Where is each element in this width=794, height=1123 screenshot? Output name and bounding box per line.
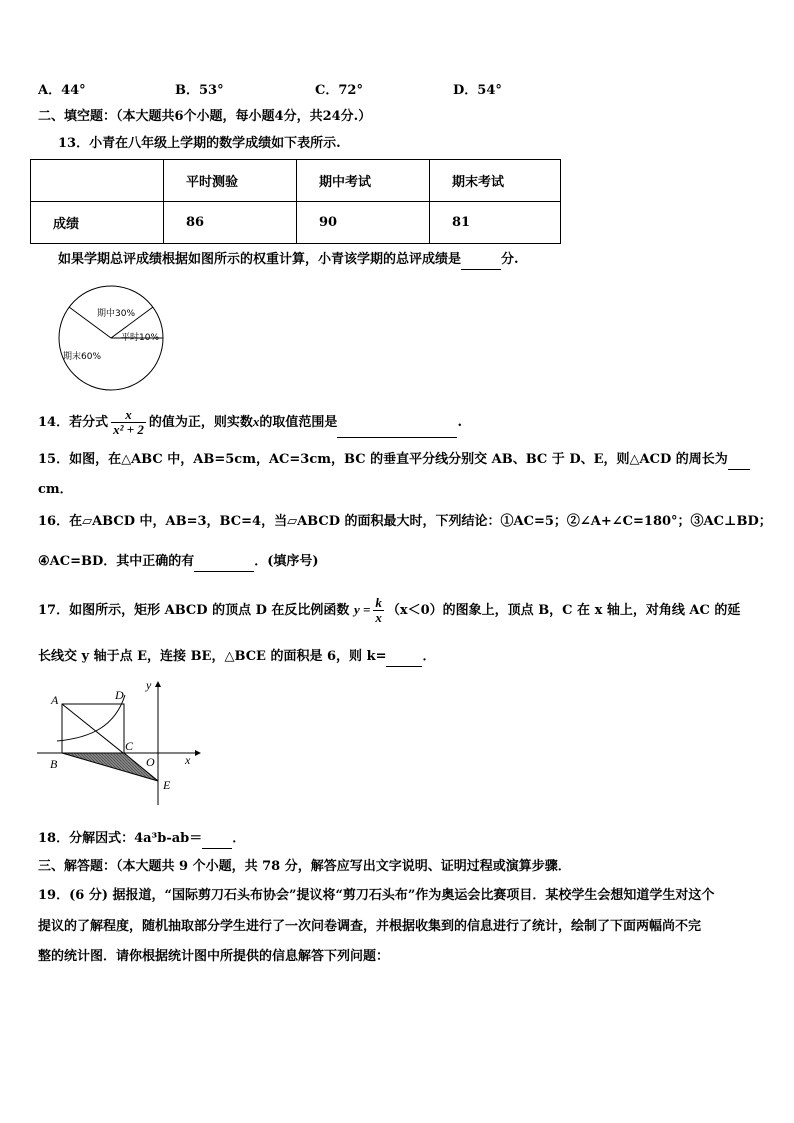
label-o: O [146,755,155,769]
q17-line1 [38,596,740,625]
answer-blank [202,830,232,849]
q13-question [58,251,519,270]
q14-variable: x [252,414,260,429]
q14-text: 的取值范围是 [259,415,338,430]
answer-blank [386,648,422,667]
pie-label-final: 期末60% [63,352,102,362]
q14-text: 14．若分式 [38,415,109,430]
q15-line1 [38,451,750,470]
q13-question-end: 分. [501,252,519,267]
q13-stem: 13．小青在八年级上学期的数学成绩如下表所示. [58,136,341,151]
q19-line1: 19．(6 分) 据报道，“国际剪刀石头布协会”提议将“剪刀石头布”作为奥运会比赛项目．某校学生会想知道学生对这个 [38,888,715,903]
q17-line2 [38,648,435,667]
pie-label-midterm: 期中30% [97,309,136,319]
q16-line2 [38,553,319,572]
table-header-cell [31,160,164,202]
answer-blank [728,451,750,470]
score-table [30,159,561,244]
weight-pie-chart [55,285,167,391]
label-c: C [125,739,134,753]
q16-line1: 16．在▱ABCD 中，AB=3，BC=4，当▱ABCD 的面积最大时，下列结论：①AC=5；②∠A+∠C=180°；③AC⊥BD； [38,514,772,529]
table-cell: 成绩 [31,202,164,244]
label-y: y [146,678,152,692]
fraction-denominator: x² + 2 [113,422,144,437]
option-a: A．44° [38,83,86,98]
pie-label-regular: 平时10% [121,333,160,343]
answer-blank [194,553,254,572]
table-header-row [31,160,561,202]
section3-title: 三、解答题：（本大题共 9 个小题，共 78 分，解答应写出文字说明、证明过程或演算步骤． [38,859,571,874]
table-header-cell: 期中考试 [297,160,430,202]
option-b: B．53° [175,83,224,98]
q17-text: 17．如图所示，矩形 ABCD 的顶点 D 在反比例函数 [38,603,350,618]
label-d: D [115,688,124,702]
q18-end: ． [232,831,246,846]
y-axis-arrow [155,681,161,687]
q19-line3: 整的统计图．请你根据统计图中所提供的信息解答下列问题： [38,949,390,964]
q17-text: （x＜0）的图象上，顶点 B，C 在 x 轴上，对角线 AC 的延 [386,603,741,618]
table-header-cell: 期末考试 [430,160,561,202]
label-a: A [51,693,59,707]
q18-text: 18．分解因式：4a³b-ab＝ [38,831,203,846]
section2-title: 二、填空题：（本大题共6个小题，每小题4分，共24分.） [38,109,372,124]
label-e: E [163,778,171,792]
table-cell: 86 [164,202,297,244]
q14 [38,408,462,438]
table-cell: 90 [297,202,430,244]
q17-figure [35,675,205,810]
q17-text: 长线交 y 轴于点 E，连接 BE，△BCE 的面积是 6，则 k= [38,649,387,664]
q14-end: . [457,415,462,430]
triangle-bce [62,753,158,781]
q14-fraction [111,408,146,437]
q18 [38,830,245,849]
fraction-numerator: k [375,595,382,610]
q15-text: 15．如图，在△ABC 中，AB=5cm，AC=3cm，BC 的垂直平分线分别交 AB、BC 于 D、E，则△ACD 的周长为 [38,452,728,467]
table-cell: 81 [430,202,561,244]
option-c: C．72° [315,83,363,98]
label-b: B [50,757,58,771]
q16-end: ．(填序号) [254,554,319,569]
answer-blank [461,251,501,270]
q17-fraction [373,596,384,625]
answer-blank [337,409,457,438]
fraction-numerator: x [125,407,132,422]
q17-end: ． [422,649,436,664]
fraction-denominator: x [375,610,382,625]
option-d: D．54° [453,83,502,98]
q15-line2: cm． [38,482,73,497]
q13-question-text: 如果学期总评成绩根据如图所示的权重计算，小青该学期的总评成绩是 [58,252,462,267]
x-axis-arrow [195,750,201,756]
label-x: x [185,753,191,767]
q14-text: 的值为正，则实数 [148,415,253,430]
q19-line2: 提议的了解程度，随机抽取部分学生进行了一次问卷调查，并根据收集到的信息进行了统计，绘制了下面两幅尚不完 [38,919,702,934]
q16-text: ④AC=BD．其中正确的有 [38,554,195,569]
table-row [31,202,561,244]
table-header-cell: 平时测验 [164,160,297,202]
q17-function-lhs: y = [353,602,371,617]
